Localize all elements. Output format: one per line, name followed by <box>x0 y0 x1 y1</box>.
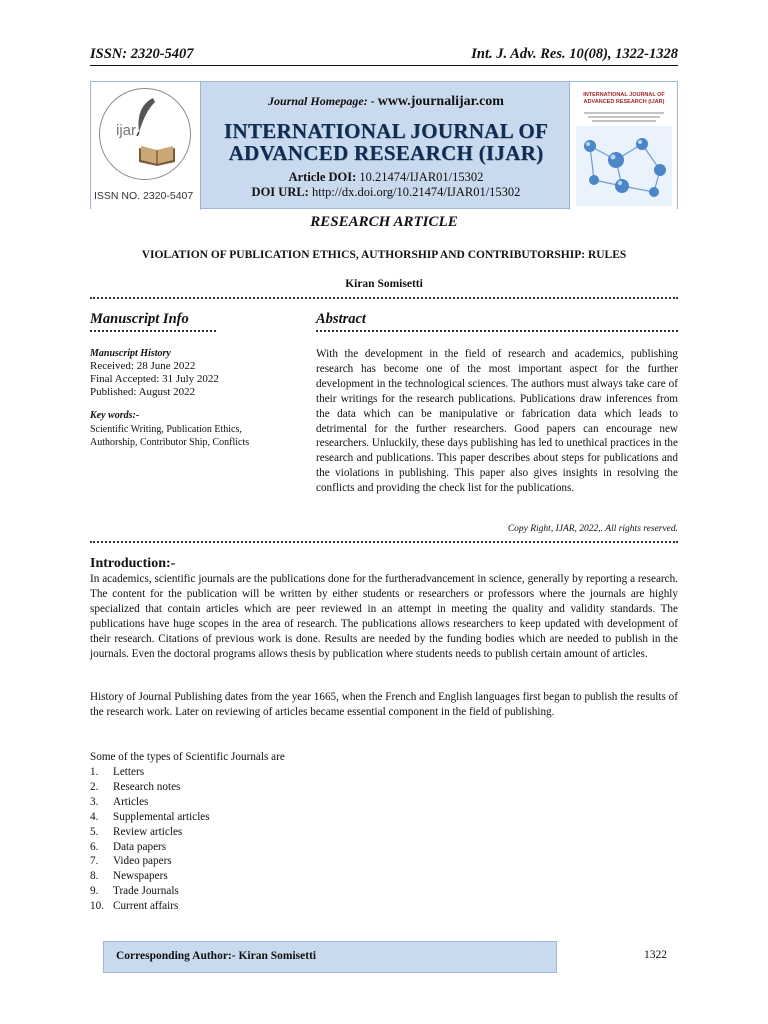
corresponding-author-box <box>103 941 557 973</box>
manuscript-info <box>90 347 290 449</box>
list-item <box>90 869 390 884</box>
doi-label: Article DOI: <box>288 170 357 184</box>
list-item-number: 10. <box>90 900 104 913</box>
dotted-divider-top <box>90 297 678 299</box>
molecule-graphic <box>576 126 672 206</box>
doi-url-label: DOI URL: <box>251 185 309 199</box>
journal-cover-image <box>569 82 677 210</box>
keywords-text: Scientific Writing, Publication Ethics, Authorship, Contributor Ship, Conflicts <box>90 424 250 448</box>
list-item <box>90 795 390 810</box>
doi-block <box>201 170 571 200</box>
corresponding-author: Corresponding Author:- Kiran Somisetti <box>116 950 317 962</box>
published-date: Published: August 2022 <box>90 386 196 398</box>
list-item <box>90 810 390 825</box>
abstract-divider <box>316 330 678 332</box>
introduction-paragraph-1: In academics, scientific journals are the publications done for the furtheradvancement in science, generally by reporting a research. The content for the publication will be written by either students or researchers or professors where the journals are highly specialized that contain articles which are peer reviewed in an attempt in meeting the quality and validity standards. The publications have huge scopes in the area of research. The publications allows researchers to keep updated with development of their research. Citations of previous work is done. Results are needed by the funding bodies which are needed to publish in the journals. Even the doctoral programs allows thesis by publication where students needs to publish certain amount of articles. <box>90 573 678 660</box>
homepage-label: Journal Homepage: - <box>268 94 375 108</box>
manuscript-divider <box>90 330 216 332</box>
journal-logo <box>91 82 201 210</box>
manuscript-info-heading: Manuscript Info <box>90 311 189 327</box>
list-item-text: Letters <box>113 766 145 778</box>
article-type: RESEARCH ARTICLE <box>310 214 458 230</box>
doi-url-link[interactable]: http://dx.doi.org/10.21474/IJAR01/15302 <box>311 185 521 199</box>
list-item-text: Research notes <box>113 780 181 793</box>
logo-text: ijar <box>116 122 137 139</box>
dotted-divider-bottom <box>90 541 678 543</box>
introduction-heading: Introduction:- <box>90 556 176 571</box>
list-item <box>90 780 390 795</box>
accepted-date: Final Accepted: 31 July 2022 <box>90 373 219 385</box>
received-date: Received: 28 June 2022 <box>90 360 196 372</box>
journal-types-list <box>90 765 390 914</box>
homepage-link[interactable]: www.journalijar.com <box>377 94 504 109</box>
list-item-number: 2. <box>90 780 99 793</box>
homepage-line <box>201 94 571 110</box>
citation-label: Int. J. Adv. Res. 10(08), 1322-1328 <box>471 46 678 62</box>
journal-name <box>201 120 571 164</box>
issn-label: ISSN: 2320-5407 <box>90 46 194 62</box>
page-number: 1322 <box>644 949 667 961</box>
list-item-number: 9. <box>90 885 99 898</box>
list-item <box>90 825 390 840</box>
abstract-text: With the development in the field of research and academics, publishing research has become one of the most important aspect for the further development in the technological sciences. The authors must always take care of their writings for the research publications. Publications draw inferences from the data which can be manipulative or fabrication data which leads to detrimental for the further researchers. Good papers can encourage new researchers. Unluckily, these days publishing has led to unethical practices in the research and publications. This paper describes about steps for publications and the violations in publishing. This paper also gives insights in resolving the conflicts and providing the check list for the publications. <box>316 348 678 495</box>
list-item-number: 8. <box>90 870 99 883</box>
list-item-number: 6. <box>90 840 99 853</box>
list-item-number: 1. <box>90 766 99 778</box>
abstract-heading: Abstract <box>316 311 366 327</box>
list-item-text: Trade Journals <box>113 885 179 898</box>
article-author: Kiran Somisetti <box>345 278 423 290</box>
list-item-text: Data papers <box>113 840 167 853</box>
journal-banner <box>90 81 678 209</box>
list-item <box>90 854 390 869</box>
banner-center <box>201 82 571 210</box>
journal-types-intro: Some of the types of Scientific Journals are <box>90 751 285 763</box>
list-item-text: Articles <box>113 795 149 808</box>
list-item-text: Supplemental articles <box>113 810 210 823</box>
logo-issn: ISSN NO. 2320-5407 <box>94 190 194 202</box>
list-item <box>90 884 390 899</box>
journal-name-line2: ADVANCED RESEARCH (IJAR) <box>228 141 544 165</box>
copyright-notice: Copy Right, IJAR, 2022,. All rights reserved. <box>507 524 678 534</box>
journal-name-line1: INTERNATIONAL JOURNAL OF <box>223 119 549 143</box>
book-icon <box>137 140 177 168</box>
list-item-number: 4. <box>90 810 99 823</box>
list-item <box>90 765 390 780</box>
list-item <box>90 840 390 855</box>
running-header <box>90 46 678 66</box>
list-item-text: Newspapers <box>113 870 168 883</box>
list-item-text: Review articles <box>113 825 183 838</box>
cover-text-lines <box>578 110 670 124</box>
article-title: VIOLATION OF PUBLICATION ETHICS, AUTHORSHIP AND CONTRIBUTORSHIP: RULES <box>141 249 627 261</box>
list-item-text: Video papers <box>113 855 172 868</box>
list-item-number: 7. <box>90 855 99 868</box>
history-label: Manuscript History <box>90 348 171 359</box>
keywords-label: Key words:- <box>90 410 140 421</box>
introduction-paragraph-2: History of Journal Publishing dates from the year 1665, when the French and English languages first began to publish the results of the research work. Later on reviewing of articles became essential component in the field of publishing. <box>90 691 678 718</box>
doi-value: 10.21474/IJAR01/15302 <box>359 170 484 184</box>
list-item <box>90 899 390 914</box>
list-item-number: 5. <box>90 825 99 838</box>
cover-title: INTERNATIONAL JOURNAL OF ADVANCED RESEARCH (IJAR) <box>583 92 665 105</box>
list-item-text: Current affairs <box>113 900 179 913</box>
list-item-number: 3. <box>90 795 99 808</box>
